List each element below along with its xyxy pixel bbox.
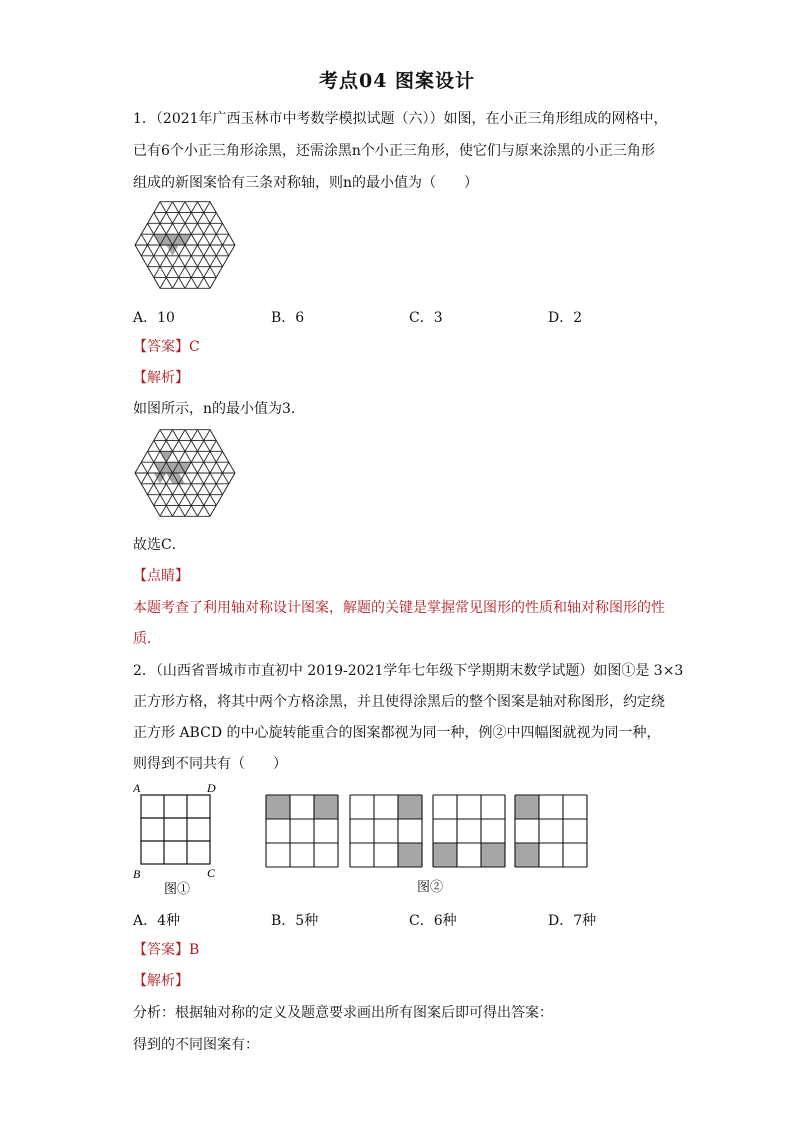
shaded-cell — [398, 843, 422, 867]
corner-label-a: A — [133, 781, 141, 795]
example-grid-1 — [266, 795, 338, 867]
example-grid-3 — [433, 795, 505, 867]
q1-solution-hex-figure — [133, 426, 237, 520]
q1-option-b: B．6 — [271, 310, 305, 326]
q1-analysis-label: 【解析】 — [133, 370, 189, 386]
shaded-triangle — [160, 451, 173, 462]
example-grid-2 — [350, 795, 422, 867]
q1-answer — [133, 339, 200, 355]
shaded-cell — [515, 843, 539, 867]
example-grid-4 — [515, 795, 587, 867]
q1-conclusion: 故选C． — [133, 537, 186, 553]
q2-answer-value: B — [189, 942, 200, 958]
q2-line-4: 则得到不同共有（ ） — [133, 756, 287, 772]
figure-1-caption: 图① — [164, 881, 191, 896]
q1-line-1: 1．（2021年广西玉林市中考数学模拟试题（六））如图，在小正三角形组成的网格中， — [133, 111, 668, 127]
q1-answer-label: 【答案】 — [133, 339, 189, 355]
q1-option-c: C．3 — [409, 310, 443, 326]
shaded-cell — [515, 795, 539, 819]
shaded-cell — [433, 843, 457, 867]
shaded-cell — [314, 795, 338, 819]
q1-answer-value: C — [189, 339, 200, 355]
q1-option-a: A．10 — [133, 310, 175, 326]
q1-comment-line-2: 质． — [133, 631, 161, 647]
q2-analysis-label: 【解析】 — [133, 973, 189, 989]
q2-analysis-line-1: 分析：根据轴对称的定义及题意要求画出所有图案后即可得出答案： — [133, 1005, 553, 1021]
q1-comment-label: 【点睛】 — [133, 568, 189, 584]
corner-label-c: C — [207, 866, 216, 880]
shaded-cell — [398, 795, 422, 819]
shaded-cell — [266, 795, 290, 819]
figure-2-caption: 图② — [417, 880, 444, 895]
q2-answer-label: 【答案】 — [133, 942, 189, 958]
q1-line-3: 组成的新图案恰有三条对称轴，则n的最小值为（ ） — [133, 175, 479, 191]
q2-line-1: 2．（山西省晋城市市直初中 2019-2021学年七年级下学期期末数学试题）如图①是 3×3 — [133, 663, 684, 679]
q2-option-a: A．4种 — [133, 913, 181, 929]
shaded-cell — [481, 843, 505, 867]
q2-figure-1-grid — [133, 780, 223, 900]
q1-comment-line-1: 本题考查了利用轴对称设计图案，解题的关键是掌握常见图形的性质和轴对称图形的性 — [133, 600, 665, 616]
q2-option-d: D．7种 — [548, 913, 597, 929]
q1-line-2: 已有6个小正三角形涂黑，还需涂黑n个小正三角形，使它们与原来涂黑的小正三角形 — [133, 143, 655, 159]
corner-label-b: B — [133, 867, 141, 881]
q1-option-d: D．2 — [548, 310, 583, 326]
q2-option-c: C．6种 — [409, 913, 457, 929]
q1-hex-grid-figure — [133, 198, 237, 292]
page-title: 考点04 图案设计 — [318, 70, 476, 92]
q2-analysis-line-2: 得到的不同图案有： — [133, 1037, 259, 1053]
q2-line-3: 正方形 ABCD 的中心旋转能重合的图案都视为同一种，例②中四幅图就视为同一种， — [133, 725, 661, 741]
shaded-triangle — [166, 245, 179, 256]
q2-line-2: 正方形方格，将其中两个方格涂黑，并且使得涂黑后的整个图案是轴对称图形，约定绕 — [133, 694, 665, 710]
corner-label-d: D — [207, 781, 216, 795]
shaded-triangle — [154, 473, 167, 484]
q2-option-b: B．5种 — [271, 913, 319, 929]
q2-answer — [133, 942, 199, 958]
q1-analysis-text: 如图所示，n的最小值为3． — [133, 401, 305, 417]
grid-lines — [141, 795, 210, 864]
